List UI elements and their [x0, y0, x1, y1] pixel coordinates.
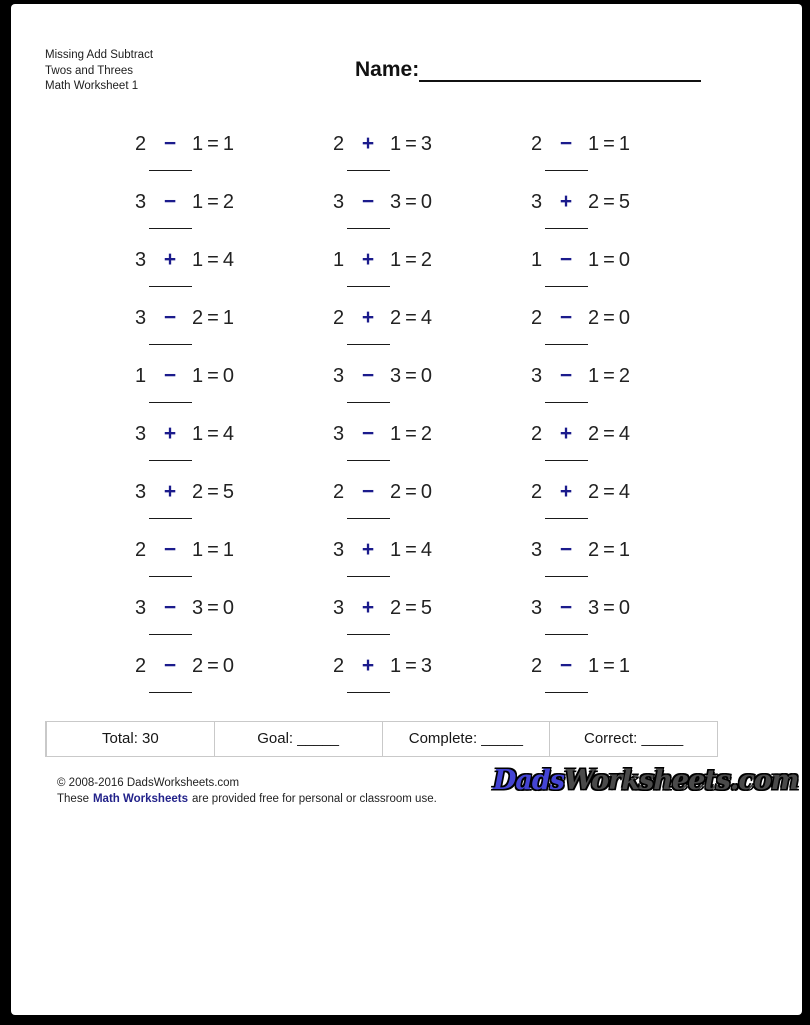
operand-1: 2: [531, 132, 543, 155]
operator-symbol: −: [163, 132, 177, 155]
name-blank-line: [419, 56, 701, 82]
operator-symbol: +: [163, 422, 177, 445]
equals-sign: =: [405, 248, 417, 271]
problem-expression: [135, 596, 333, 620]
operand-2: 1: [390, 132, 402, 155]
operand-1: 2: [531, 480, 543, 503]
result-value: 4: [420, 306, 432, 329]
operator-symbol: −: [559, 248, 573, 271]
operand-1: 1: [531, 248, 543, 271]
score-cell: Correct: _____: [549, 722, 717, 756]
problem-item: [333, 132, 531, 190]
operand-1: 3: [531, 596, 543, 619]
problem-expression: [333, 190, 531, 214]
problem-expression: [531, 364, 729, 388]
equals-sign: =: [207, 364, 219, 387]
operand-1: 3: [531, 538, 543, 561]
operand-2: 2: [588, 190, 600, 213]
answer-blank-line: [149, 460, 192, 461]
equals-sign: =: [603, 190, 615, 213]
operator-symbol: −: [559, 306, 573, 329]
header-line-title: Missing Add Subtract: [45, 49, 154, 61]
operand-2: 1: [192, 364, 204, 387]
equals-sign: =: [207, 132, 219, 155]
operand-1: 1: [135, 364, 147, 387]
operand-2: 1: [588, 248, 600, 271]
operand-1: 2: [135, 654, 147, 677]
problem-expression: [333, 422, 531, 446]
answer-blank-line: [347, 460, 390, 461]
operator-symbol: −: [163, 190, 177, 213]
operator-symbol: +: [559, 422, 573, 445]
operand-1: 3: [135, 248, 147, 271]
operand-1: 3: [333, 596, 345, 619]
answer-blank-line: [149, 170, 192, 171]
operator-symbol: −: [163, 306, 177, 329]
operand-2: 2: [192, 306, 204, 329]
answer-blank-line: [545, 576, 588, 577]
equals-sign: =: [405, 596, 417, 619]
problem-expression: [531, 306, 729, 330]
problem-item: [135, 596, 333, 654]
operand-2: 1: [588, 132, 600, 155]
problem-item: [333, 422, 531, 480]
problem-expression: [135, 654, 333, 678]
operator-symbol: +: [361, 248, 375, 271]
problem-expression: [135, 480, 333, 504]
problem-expression: [135, 306, 333, 330]
equals-sign: =: [603, 654, 615, 677]
equals-sign: =: [207, 306, 219, 329]
problem-item: [333, 190, 531, 248]
operator-symbol: −: [361, 480, 375, 503]
result-value: 1: [618, 132, 630, 155]
result-value: 5: [420, 596, 432, 619]
operator-symbol: +: [559, 480, 573, 503]
problem-item: [531, 654, 729, 712]
operand-2: 1: [192, 422, 204, 445]
operand-1: 2: [531, 654, 543, 677]
name-label: Name:: [355, 58, 420, 81]
problem-expression: [135, 248, 333, 272]
answer-blank-line: [149, 344, 192, 345]
equals-sign: =: [207, 248, 219, 271]
answer-blank-line: [149, 228, 192, 229]
operand-2: 2: [192, 654, 204, 677]
answer-blank-line: [149, 286, 192, 287]
operand-2: 2: [588, 480, 600, 503]
operand-2: 2: [588, 538, 600, 561]
problem-item: [333, 596, 531, 654]
answer-blank-line: [149, 576, 192, 577]
equals-sign: =: [405, 364, 417, 387]
result-value: 1: [618, 654, 630, 677]
operand-1: 3: [531, 364, 543, 387]
problem-item: [333, 538, 531, 596]
problem-expression: [135, 422, 333, 446]
result-value: 1: [222, 538, 234, 561]
usage-post-text: are provided free for personal or classroom use.: [191, 793, 437, 805]
operand-1: 2: [135, 132, 147, 155]
operand-2: 1: [192, 538, 204, 561]
operand-1: 3: [135, 596, 147, 619]
problem-expression: [531, 654, 729, 678]
operand-1: 2: [333, 306, 345, 329]
result-value: 2: [420, 248, 432, 271]
equals-sign: =: [603, 364, 615, 387]
operand-1: 3: [135, 190, 147, 213]
problem-expression: [531, 480, 729, 504]
result-value: 0: [618, 248, 630, 271]
problem-item: [135, 480, 333, 538]
result-value: 1: [222, 132, 234, 155]
equals-sign: =: [207, 596, 219, 619]
operator-symbol: +: [361, 654, 375, 677]
operand-2: 2: [390, 306, 402, 329]
operator-symbol: −: [163, 538, 177, 561]
answer-blank-line: [545, 692, 588, 693]
operator-symbol: +: [361, 596, 375, 619]
problem-item: [531, 248, 729, 306]
answer-blank-line: [545, 286, 588, 287]
problem-expression: [531, 538, 729, 562]
problem-expression: [135, 538, 333, 562]
problem-expression: [531, 190, 729, 214]
operand-2: 1: [588, 654, 600, 677]
dadsworksheets-logo: [493, 765, 798, 796]
equals-sign: =: [207, 422, 219, 445]
problem-item: [333, 364, 531, 422]
equals-sign: =: [405, 132, 417, 155]
problem-expression: [333, 654, 531, 678]
operator-symbol: −: [163, 654, 177, 677]
result-value: 4: [618, 480, 630, 503]
worksheet-page: [11, 4, 802, 1015]
usage-line: [57, 791, 437, 807]
answer-blank-line: [545, 344, 588, 345]
operator-symbol: −: [163, 364, 177, 387]
operand-2: 1: [390, 538, 402, 561]
answer-blank-line: [347, 286, 390, 287]
problem-expression: [333, 306, 531, 330]
result-value: 0: [618, 306, 630, 329]
problem-item: [531, 132, 729, 190]
equals-sign: =: [405, 422, 417, 445]
equals-sign: =: [405, 654, 417, 677]
result-value: 0: [420, 480, 432, 503]
result-value: 4: [222, 422, 234, 445]
operator-symbol: −: [559, 364, 573, 387]
operand-1: 2: [531, 306, 543, 329]
problem-expression: [135, 132, 333, 156]
score-cell: Goal: _____: [214, 722, 382, 756]
operator-symbol: +: [361, 132, 375, 155]
operand-2: 1: [192, 132, 204, 155]
operator-symbol: −: [559, 654, 573, 677]
answer-blank-line: [545, 634, 588, 635]
result-value: 1: [222, 306, 234, 329]
equals-sign: =: [603, 538, 615, 561]
header-line-subtitle: Twos and Threes: [45, 64, 134, 77]
operand-2: 1: [192, 248, 204, 271]
answer-blank-line: [149, 634, 192, 635]
operand-1: 1: [333, 248, 345, 271]
operator-symbol: +: [361, 306, 375, 329]
operand-1: 3: [135, 306, 147, 329]
equals-sign: =: [603, 422, 615, 445]
operand-1: 3: [531, 190, 543, 213]
problem-expression: [333, 132, 531, 156]
result-value: 3: [420, 132, 432, 155]
operand-2: 2: [588, 422, 600, 445]
operand-2: 3: [588, 596, 600, 619]
problem-expression: [333, 596, 531, 620]
equals-sign: =: [603, 480, 615, 503]
worksheet-header: [45, 48, 153, 95]
logo-part-worksheets: Worksheets.com: [564, 765, 799, 796]
problem-expression: [333, 248, 531, 272]
operand-2: 1: [390, 422, 402, 445]
operator-symbol: −: [361, 422, 375, 445]
answer-blank-line: [545, 518, 588, 519]
operand-1: 3: [333, 422, 345, 445]
equals-sign: =: [405, 480, 417, 503]
problem-item: [333, 248, 531, 306]
answer-blank-line: [347, 170, 390, 171]
problem-item: [135, 654, 333, 712]
result-value: 4: [618, 422, 630, 445]
operand-1: 2: [135, 538, 147, 561]
operand-2: 1: [390, 248, 402, 271]
problem-item: [135, 422, 333, 480]
answer-blank-line: [545, 460, 588, 461]
score-cell: Total: 30: [46, 722, 214, 756]
operand-1: 3: [333, 538, 345, 561]
operator-symbol: +: [559, 190, 573, 213]
operator-symbol: −: [361, 364, 375, 387]
result-value: 0: [420, 190, 432, 213]
answer-blank-line: [347, 576, 390, 577]
operator-symbol: +: [361, 538, 375, 561]
operand-1: 3: [135, 480, 147, 503]
problem-item: [531, 422, 729, 480]
operator-symbol: −: [361, 190, 375, 213]
math-worksheets-link[interactable]: Math Worksheets: [92, 793, 188, 805]
result-value: 3: [420, 654, 432, 677]
operand-2: 2: [192, 480, 204, 503]
problem-item: [531, 364, 729, 422]
name-field: [355, 56, 701, 82]
equals-sign: =: [405, 306, 417, 329]
result-value: 0: [618, 596, 630, 619]
result-value: 0: [222, 596, 234, 619]
score-cell: Complete: _____: [382, 722, 550, 756]
answer-blank-line: [545, 402, 588, 403]
result-value: 0: [222, 654, 234, 677]
equals-sign: =: [207, 538, 219, 561]
problem-item: [135, 190, 333, 248]
problem-expression: [531, 596, 729, 620]
problem-item: [135, 132, 333, 190]
result-value: 5: [222, 480, 234, 503]
operand-1: 2: [333, 654, 345, 677]
problem-item: [531, 538, 729, 596]
operand-2: 3: [192, 596, 204, 619]
result-value: 4: [222, 248, 234, 271]
operand-1: 2: [333, 480, 345, 503]
result-value: 0: [222, 364, 234, 387]
result-value: 2: [222, 190, 234, 213]
equals-sign: =: [405, 190, 417, 213]
answer-blank-line: [347, 228, 390, 229]
operator-symbol: +: [163, 480, 177, 503]
result-value: 4: [420, 538, 432, 561]
operand-1: 2: [333, 132, 345, 155]
problem-expression: [135, 364, 333, 388]
operand-1: 3: [135, 422, 147, 445]
equals-sign: =: [603, 132, 615, 155]
problem-item: [135, 364, 333, 422]
problem-item: [531, 190, 729, 248]
problem-expression: [333, 480, 531, 504]
operand-2: 2: [390, 480, 402, 503]
operand-2: 3: [390, 364, 402, 387]
operand-1: 2: [531, 422, 543, 445]
header-line-number: Math Worksheet 1: [45, 80, 139, 92]
problem-grid: [135, 132, 729, 712]
answer-blank-line: [149, 402, 192, 403]
operand-2: 2: [588, 306, 600, 329]
problem-item: [531, 596, 729, 654]
answer-blank-line: [347, 634, 390, 635]
operand-1: 3: [333, 190, 345, 213]
answer-blank-line: [545, 228, 588, 229]
usage-pre-text: These: [57, 793, 89, 805]
problem-item: [135, 538, 333, 596]
equals-sign: =: [207, 654, 219, 677]
problem-item: [135, 248, 333, 306]
operand-2: 1: [192, 190, 204, 213]
problem-item: [135, 306, 333, 364]
operator-symbol: −: [559, 596, 573, 619]
answer-blank-line: [347, 692, 390, 693]
answer-blank-line: [149, 692, 192, 693]
problem-expression: [531, 248, 729, 272]
problem-item: [333, 480, 531, 538]
operand-2: 3: [390, 190, 402, 213]
problem-item: [333, 306, 531, 364]
answer-blank-line: [347, 518, 390, 519]
equals-sign: =: [207, 190, 219, 213]
equals-sign: =: [603, 306, 615, 329]
problem-item: [531, 480, 729, 538]
score-summary-bar: [45, 721, 718, 757]
operand-2: 2: [390, 596, 402, 619]
answer-blank-line: [545, 170, 588, 171]
result-value: 5: [618, 190, 630, 213]
operand-2: 1: [390, 654, 402, 677]
problem-item: [531, 306, 729, 364]
logo-part-dads: Dads: [493, 765, 564, 796]
copyright-block: [57, 775, 437, 807]
result-value: 0: [420, 364, 432, 387]
operand-2: 1: [588, 364, 600, 387]
result-value: 2: [618, 364, 630, 387]
problem-expression: [333, 538, 531, 562]
operator-symbol: −: [559, 538, 573, 561]
answer-blank-line: [149, 518, 192, 519]
problem-expression: [135, 190, 333, 214]
equals-sign: =: [603, 596, 615, 619]
problem-expression: [531, 132, 729, 156]
copyright-line: © 2008-2016 DadsWorksheets.com: [57, 777, 240, 789]
answer-blank-line: [347, 402, 390, 403]
result-value: 2: [420, 422, 432, 445]
answer-blank-line: [347, 344, 390, 345]
problem-expression: [531, 422, 729, 446]
equals-sign: =: [405, 538, 417, 561]
operator-symbol: −: [163, 596, 177, 619]
operator-symbol: −: [559, 132, 573, 155]
problem-expression: [333, 364, 531, 388]
operand-1: 3: [333, 364, 345, 387]
equals-sign: =: [207, 480, 219, 503]
problem-item: [333, 654, 531, 712]
operator-symbol: +: [163, 248, 177, 271]
equals-sign: =: [603, 248, 615, 271]
result-value: 1: [618, 538, 630, 561]
